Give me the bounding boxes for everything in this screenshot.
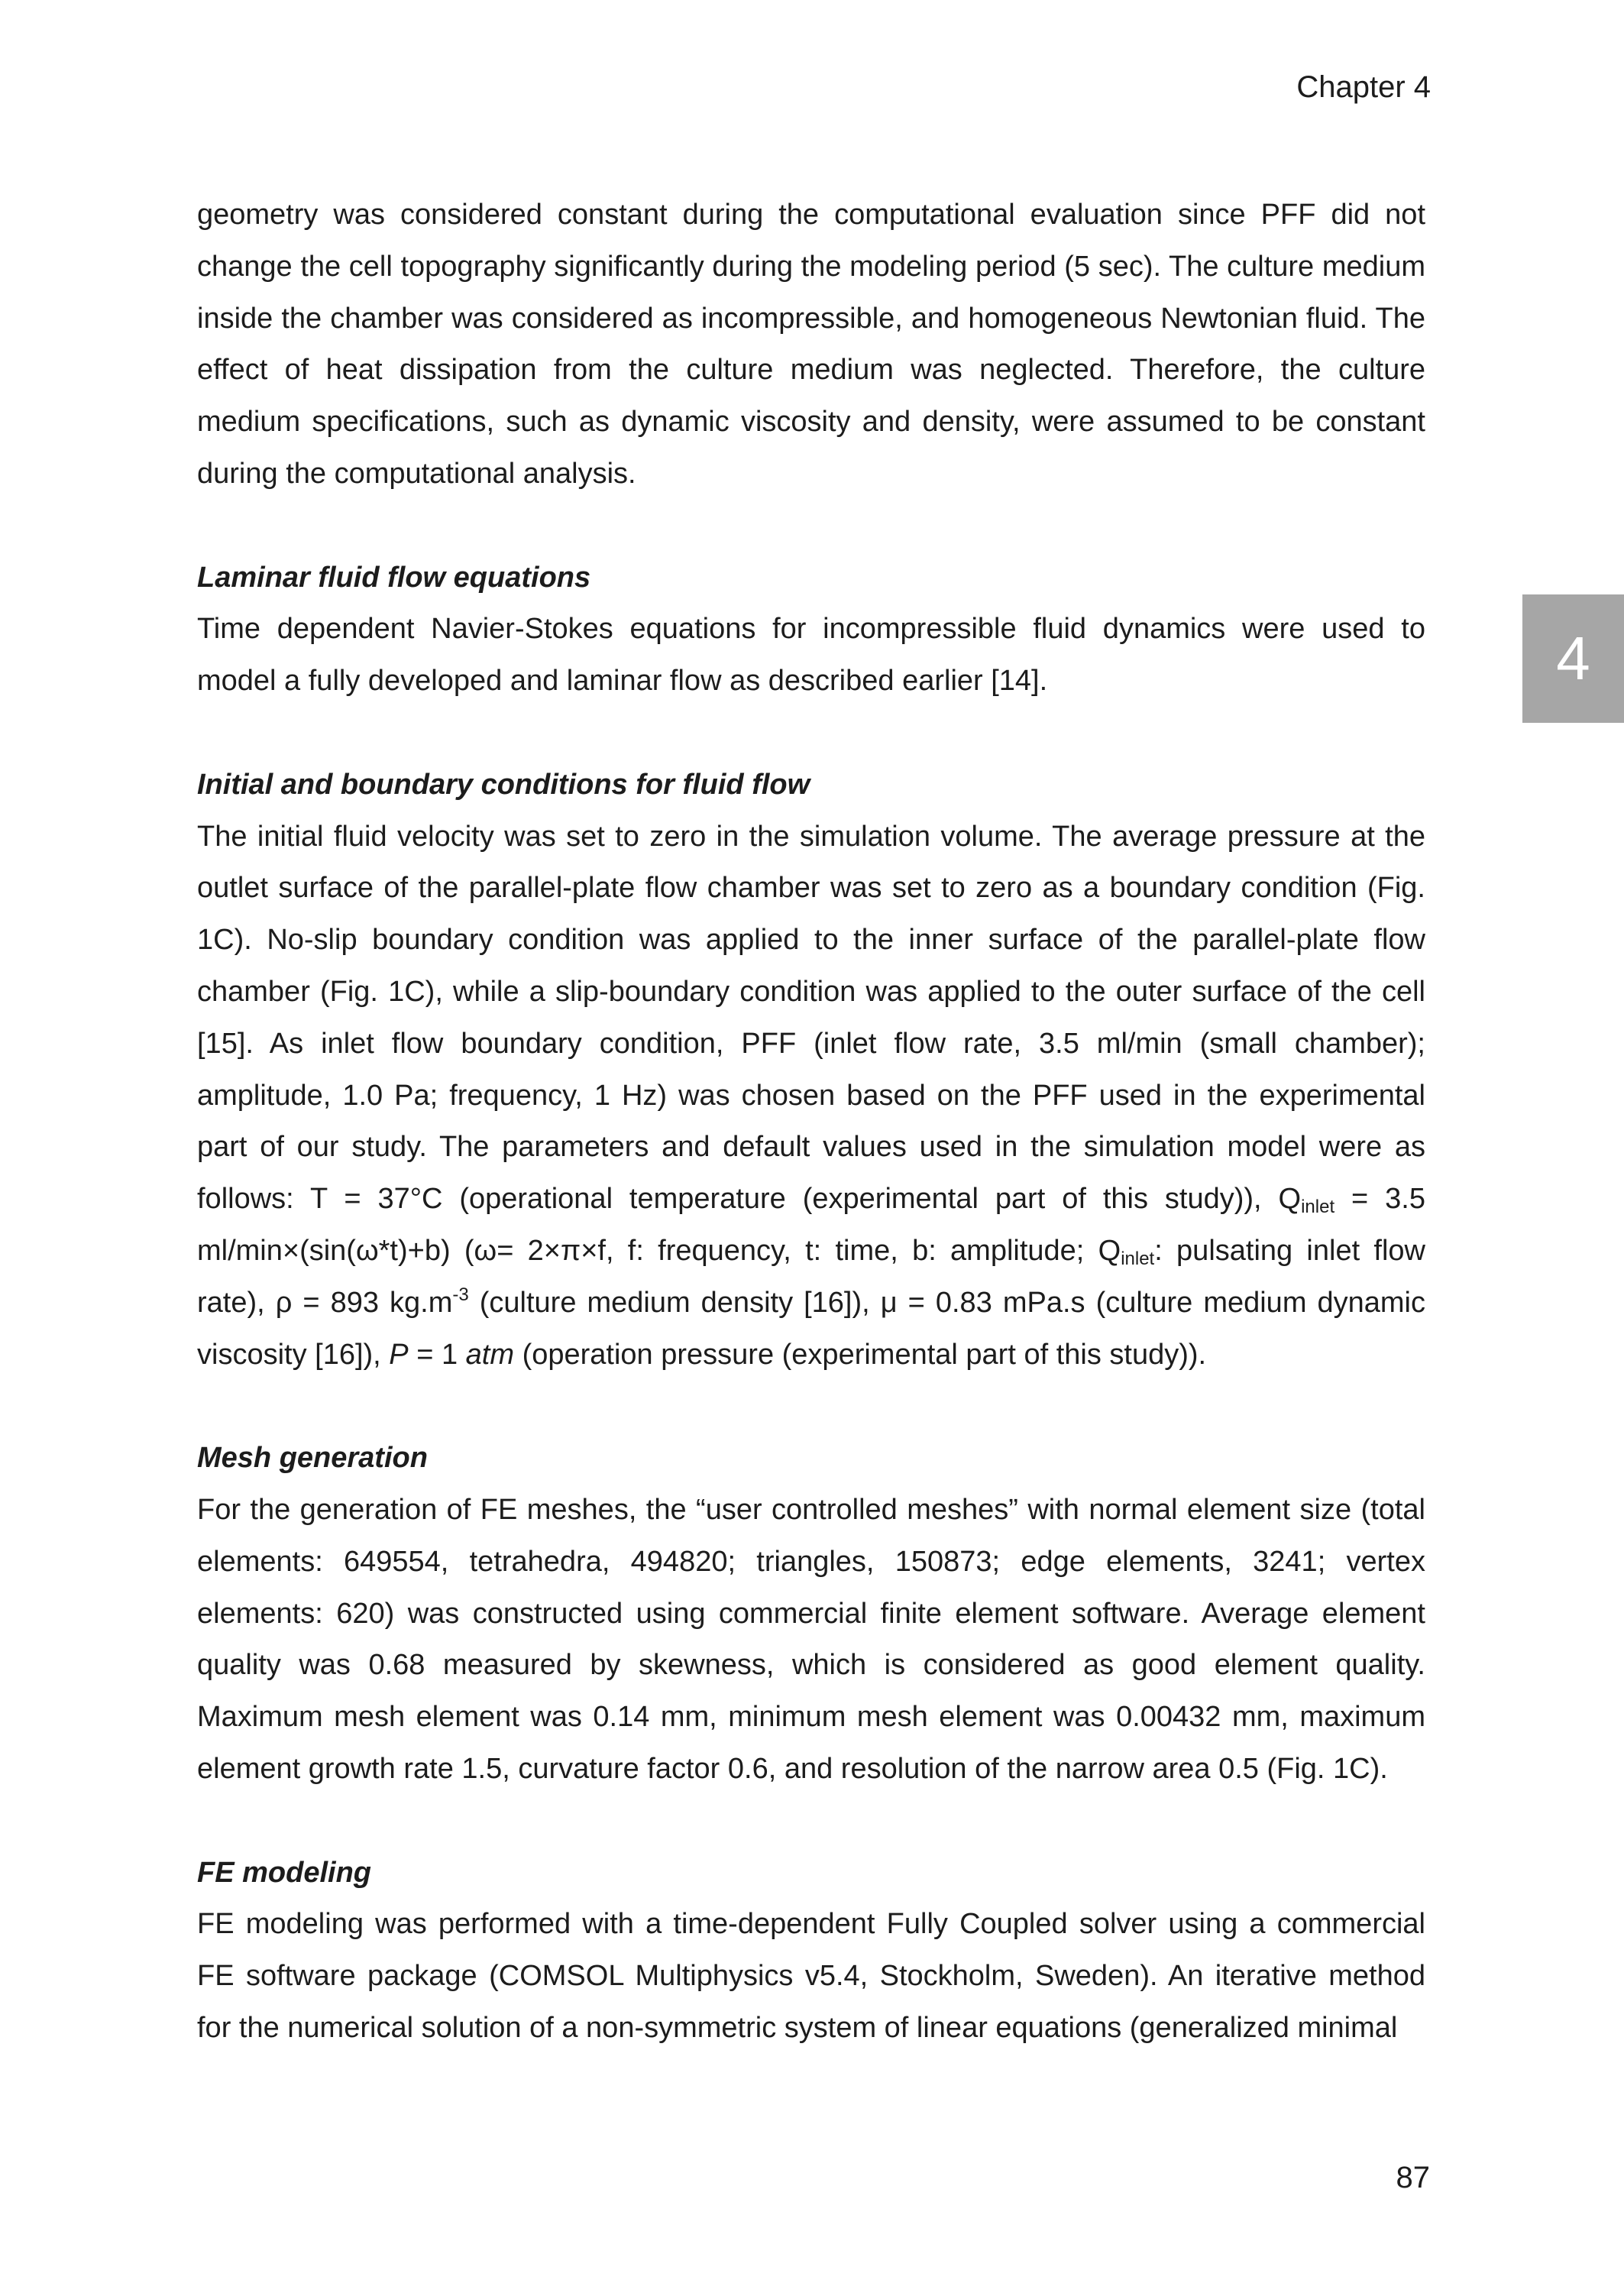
running-head: Chapter 4 xyxy=(1296,70,1431,104)
italic-symbol-p: P xyxy=(389,1338,409,1371)
text-segment: The initial fluid velocity was set to zero in the simulation volume. The average pressure at the outlet surface of the parallel-plate flow chamber was set to zero as a boundary condition (Fig. 1C). No-slip boundary condition was applied to the inner surface of the parallel-plate flow chamber (Fig. 1C), while a slip-boundary condition was applied to the outer surface of the cell [15]. As inlet flow boundary condition, PFF (inlet flow rate, 3.5 ml/min (small chamber); amplitude, 1.0 Pa; frequency, 1 Hz) was chosen based on the PFF used in the experimental part of our study. The parameters and default values used in the simulation model were as follows: T = 37°C (operational temperature (experimental part of this study)), Q xyxy=(197,820,1425,1216)
paragraph-mesh-generation: For the generation of FE meshes, the “user controlled meshes” with normal element size (total elements: 649554, tetrahedra, 494820; triangles, 150873; edge elements, 3241; vertex elements: 620) was constructed using commercial finite element software. Average element quality was 0.68 measured by skewness, which is considered as good element quality. Maximum mesh element was 0.14 mm, minimum mesh element was 0.00432 mm, maximum element growth rate 1.5, curvature factor 0.6, and resolution of the narrow area 0.5 (Fig. 1C). xyxy=(197,1493,1425,1785)
text-segment: (culture medium density [16]), μ = 0.83 mPa.s (culture medium dynamic viscosity [16]), xyxy=(197,1286,1425,1371)
body-text xyxy=(197,189,1425,2055)
text-segment: = 3.5 ml/min×(sin(ω*t)+b) (ω= 2×π×f, f: frequency, t: time, b: amplitude; Q xyxy=(197,1183,1425,1267)
chapter-thumb-tab: 4 xyxy=(1522,594,1624,723)
heading-initial-boundary: Initial and boundary conditions for fluid flow xyxy=(197,768,810,801)
heading-laminar-flow: Laminar fluid flow equations xyxy=(197,561,591,594)
subscript-inlet: inlet xyxy=(1121,1248,1155,1269)
text-segment: = 1 xyxy=(408,1338,466,1371)
subscript-inlet: inlet xyxy=(1301,1197,1335,1218)
heading-mesh-generation: Mesh generation xyxy=(197,1442,428,1475)
page-number: 87 xyxy=(1396,2161,1430,2194)
paragraph-fe-modeling: FE modeling was performed with a time-dependent Fully Coupled solver using a commercial FE software package (COMSOL Multiphysics v5.4, Stockholm, Sweden). An iterative method for the numerical solution of a non-symmetric system of linear equations (generalized minimal xyxy=(197,1908,1425,2044)
italic-unit-atm: atm xyxy=(465,1338,515,1371)
text-segment: : pulsating inlet flow rate), ρ = 893 kg.m xyxy=(197,1234,1425,1319)
paragraph-intro: geometry was considered constant during the computational evaluation since PFF did not change the cell topography significantly during the modeling period (5 sec). The culture medium inside the chamber was considered as incompressible, and homogeneous Newtonian fluid. The effect of heat dissipation from the culture medium was neglected. Therefore, the culture medium specifications, such as dynamic viscosity and density, were assumed to be constant during the computational analysis. xyxy=(197,199,1425,490)
superscript-exponent: -3 xyxy=(452,1284,469,1305)
heading-fe-modeling: FE modeling xyxy=(197,1856,371,1889)
paragraph-initial-boundary xyxy=(197,811,1425,1381)
paragraph-laminar-flow: Time dependent Navier-Stokes equations for incompressible fluid dynamics were used to model a fully developed and laminar flow as described earlier [14]. xyxy=(197,613,1425,698)
text-segment: (operation pressure (experimental part of this study)). xyxy=(514,1338,1207,1371)
